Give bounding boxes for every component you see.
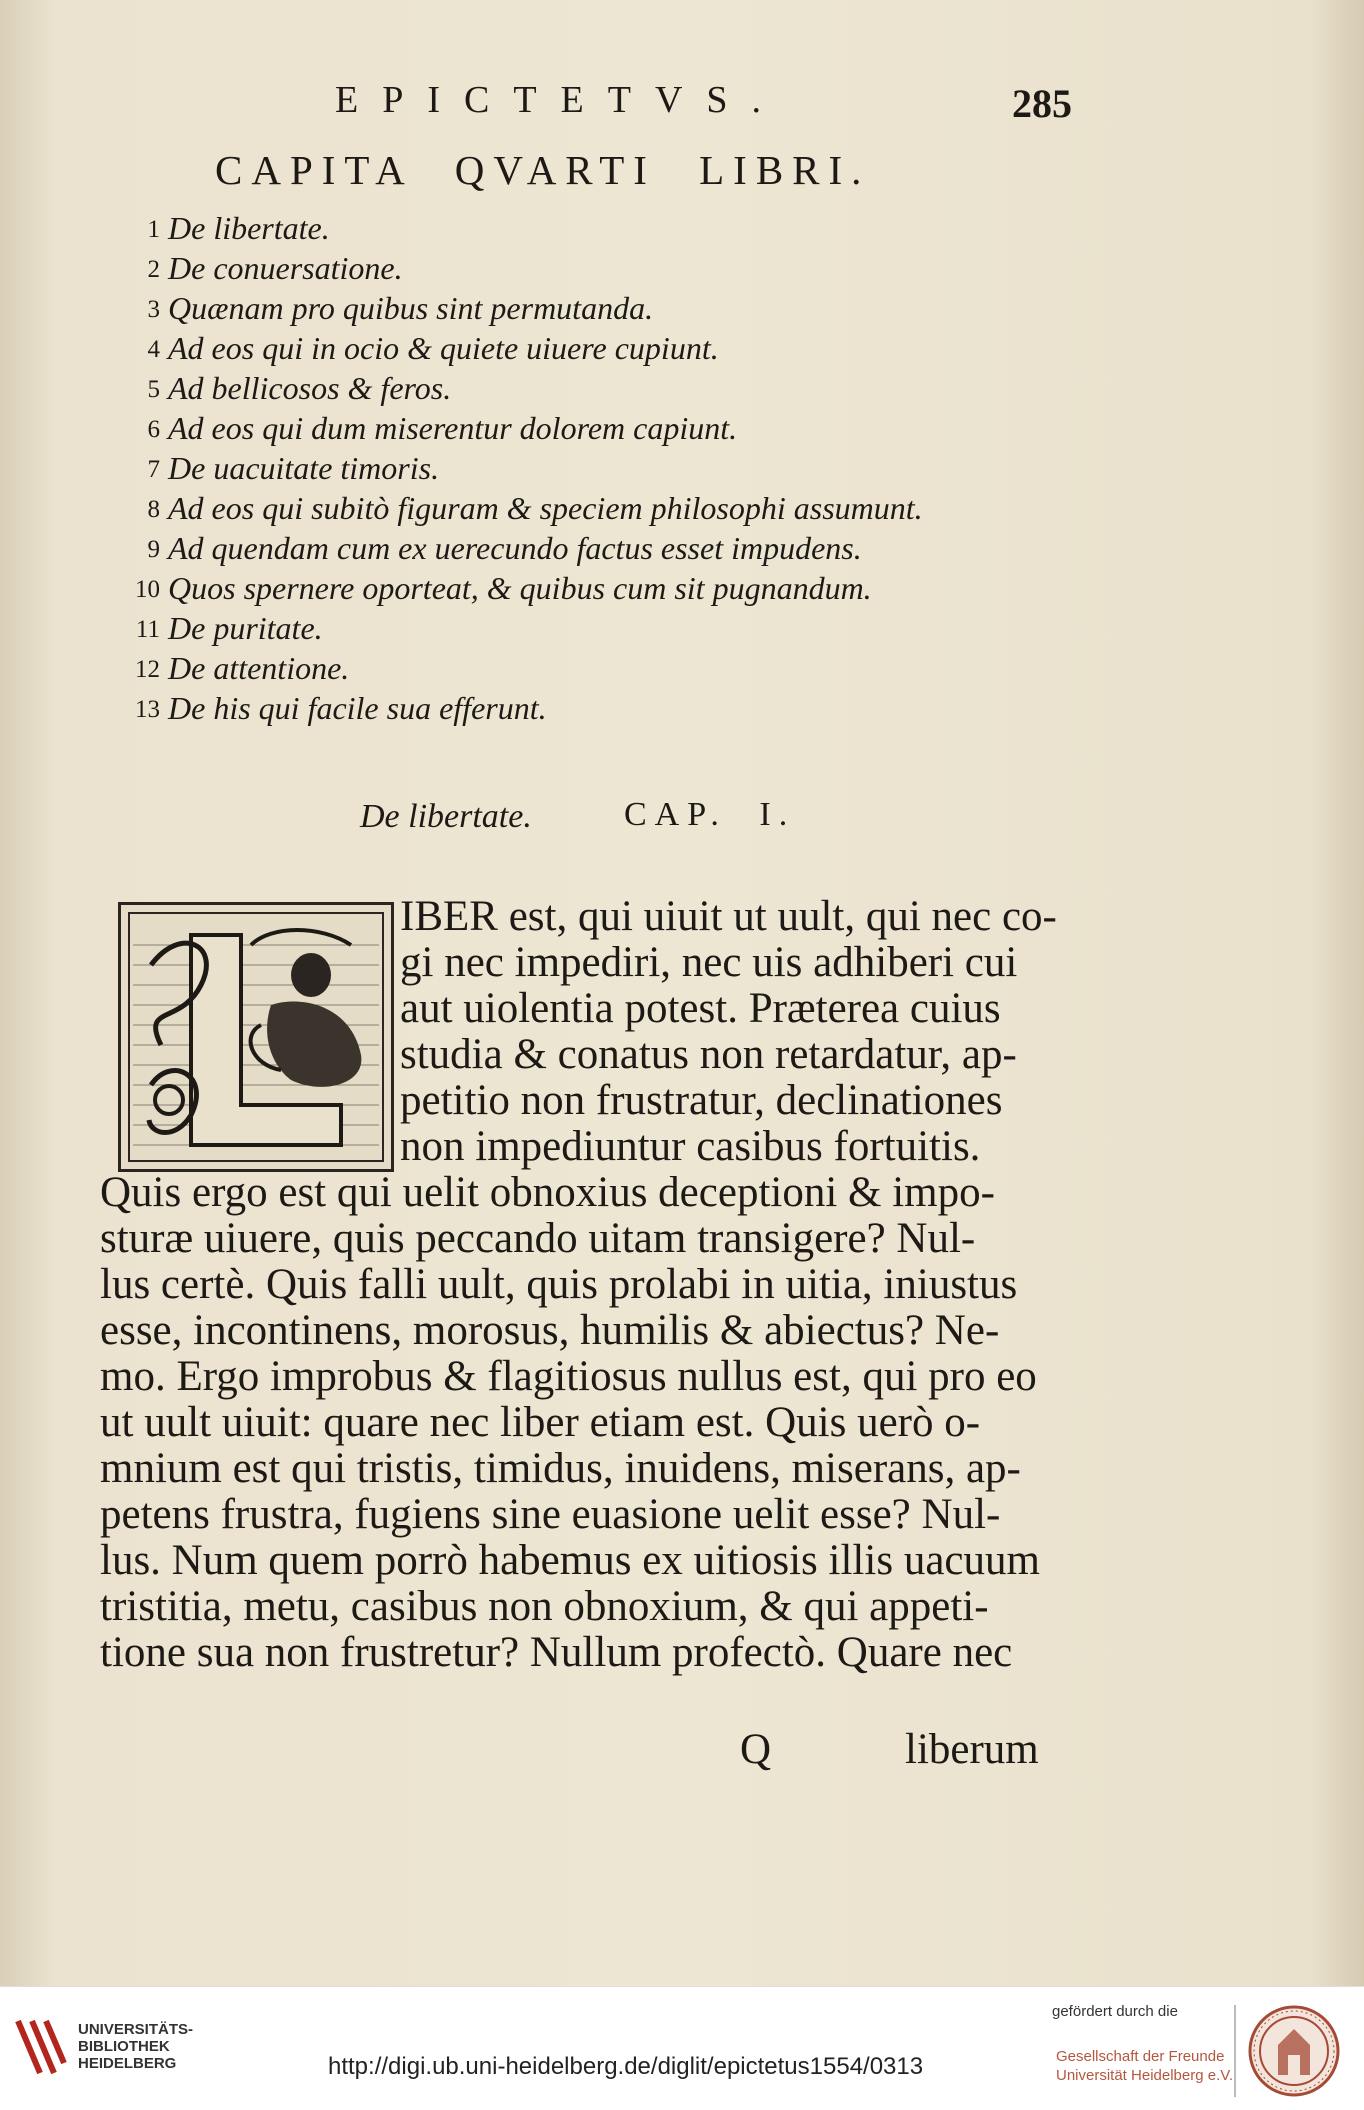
toc-number: 7	[147, 456, 160, 483]
toc-title: De puritate.	[168, 610, 323, 646]
toc-number: 2	[147, 256, 160, 283]
text-line: tristitia, metu, casibus non obnoxium, & qui appeti-	[100, 1583, 989, 1630]
text-line: tione sua non frustretur? Nullum profectò. Quare nec	[100, 1629, 1013, 1676]
toc-number: 4	[147, 336, 160, 363]
toc-number: 12	[135, 656, 160, 683]
toc-title: Quos spernere oporteat, & quibus cum sit pugnandum.	[168, 570, 872, 606]
toc-number: 1	[147, 216, 160, 243]
text-line: lus certè. Quis falli uult, quis prolabi in uitia, iniustus	[100, 1261, 1018, 1308]
running-head: EPICTETVS.	[335, 79, 786, 121]
toc-title: De libertate.	[168, 210, 330, 246]
text-line: petitio non frustratur, declinationes	[400, 1077, 1003, 1124]
text-line: studia & conatus non retardatur, ap-	[400, 1031, 1017, 1078]
sponsor-intro: gefördert durch die	[1052, 2003, 1178, 2020]
section-heading: CAPITA QVARTI LIBRI.	[215, 147, 871, 193]
toc-number: 11	[135, 616, 160, 643]
footer-bar	[0, 1986, 1364, 2110]
toc-number: 8	[147, 496, 160, 523]
toc-number: 10	[135, 576, 160, 603]
toc-title: Quænam pro quibus sint permutanda.	[168, 290, 654, 326]
decorated-initial-l-icon	[118, 902, 394, 1172]
toc-title: De conuersatione.	[168, 250, 403, 286]
toc-title: Ad eos qui subitò figuram & speciem philosophi assumunt.	[168, 490, 923, 526]
toc-title: De his qui facile sua efferunt.	[168, 690, 547, 726]
page-number: 285	[1012, 81, 1072, 126]
text-line: petens frustra, fugiens sine euasione uelit esse? Nul-	[100, 1491, 1001, 1538]
toc-number: 13	[135, 696, 160, 723]
toc-number: 6	[147, 416, 160, 443]
toc-title: De attentione.	[168, 650, 350, 686]
toc-number: 9	[147, 536, 160, 563]
toc-number: 5	[147, 376, 160, 403]
text-line: mnium est qui tristis, timidus, inuidens, miserans, ap-	[100, 1445, 1021, 1492]
university-seal-icon	[1248, 2005, 1340, 2101]
sponsor-name-line: Gesellschaft der Freunde	[1056, 2048, 1225, 2065]
library-name	[78, 2021, 193, 2072]
toc-title: De uacuitate timoris.	[168, 450, 440, 486]
text-line: gi nec impediri, nec uis adhiberi cui	[400, 939, 1018, 986]
text-line: aut uiolentia potest. Præterea cuius	[400, 985, 1001, 1032]
library-name-line: HEIDELBERG	[78, 2055, 177, 2072]
catchword: liberum	[905, 1726, 1039, 1773]
text-line: non impediuntur casibus fortuitis.	[400, 1123, 981, 1170]
library-name-line: BIBLIOTHEK	[78, 2038, 170, 2055]
chapter-title: De libertate.	[360, 798, 532, 835]
sponsor-name	[1056, 2047, 1233, 2085]
text-line: sturæ uiuere, quis peccando uitam transigere? Nul-	[100, 1215, 976, 1262]
library-name-line: UNIVERSITÄTS-	[78, 2021, 194, 2038]
toc-number: 3	[147, 296, 160, 323]
chapter-label: CAP. I.	[624, 796, 796, 833]
toc-title: Ad bellicosos & feros.	[168, 370, 452, 406]
text-line: lus. Num quem porrò habemus ex uitiosis illis uacuum	[100, 1537, 1040, 1584]
toc-title: Ad eos qui dum miserentur dolorem capiunt.	[168, 410, 738, 446]
permalink-url[interactable]: http://digi.ub.uni-heidelberg.de/diglit/epictetus1554/0313	[328, 2053, 924, 2080]
toc-title: Ad quendam cum ex uerecundo factus esset impudens.	[168, 530, 862, 566]
library-logo-icon	[12, 2015, 70, 2083]
text-line: ut uult uiuit: quare nec liber etiam est. Quis uerò o-	[100, 1399, 981, 1446]
text-line: Quis ergo est qui uelit obnoxius deceptioni & impo-	[100, 1169, 995, 1216]
text-line: esse, incontinens, morosus, humilis & abiectus? Ne-	[100, 1307, 1000, 1354]
sponsor-name-line: Universität Heidelberg e.V.	[1056, 2067, 1234, 2084]
divider	[1234, 2005, 1236, 2097]
signature-mark: Q	[740, 1726, 772, 1773]
toc-title: Ad eos qui in ocio & quiete uiuere cupiunt.	[168, 330, 719, 366]
text-line: IBER est, qui uiuit ut uult, qui nec co-	[400, 893, 1057, 940]
text-line: mo. Ergo improbus & flagitiosus nullus est, qui pro eo	[100, 1353, 1037, 1400]
